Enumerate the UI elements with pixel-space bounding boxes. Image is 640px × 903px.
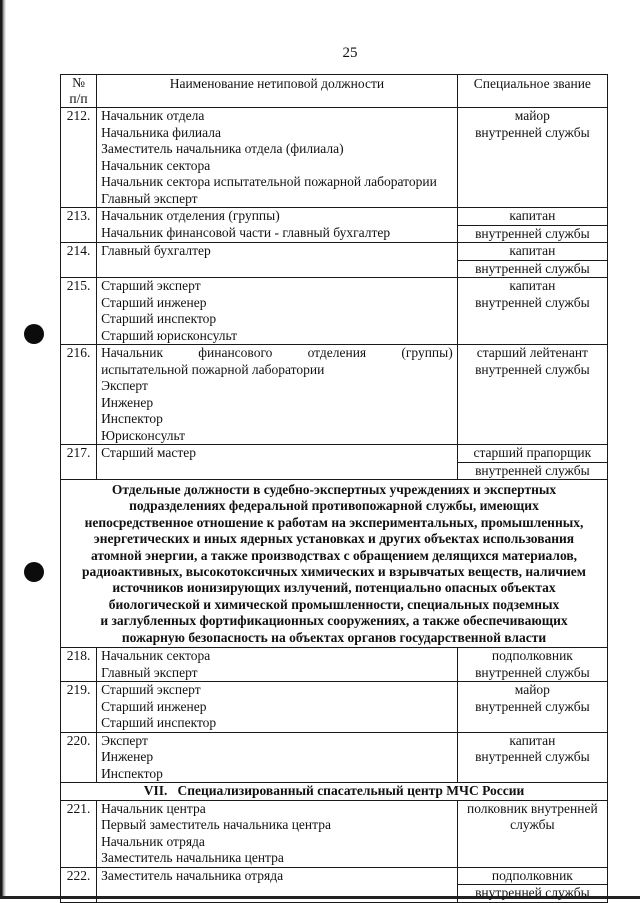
position-name: Старший эксперт <box>101 682 201 698</box>
row-number: 213. <box>61 208 97 243</box>
position-cell <box>97 867 458 902</box>
rank-text: внутренней службы <box>475 225 590 241</box>
positions-table <box>60 74 608 903</box>
position-cell <box>97 445 458 480</box>
rank-text: подполковник <box>491 648 573 664</box>
rank-text: старший прапорщик <box>458 445 607 463</box>
rank-text: майор <box>514 108 550 123</box>
position-name: Главный эксперт <box>101 664 198 680</box>
section-title: VII. Специализированный спасательный центр МЧС России <box>61 783 608 801</box>
rank-text: внутренней службы <box>475 294 590 310</box>
section-heading-line: и заглубленных фортификационных сооружениях, а также обеспечивающих <box>100 613 568 629</box>
position-name: Первый заместитель начальника центра <box>101 817 331 833</box>
position-name: Старший эксперт <box>101 278 201 293</box>
table-body-part-2 <box>61 648 608 783</box>
position-name: Начальник отряда <box>101 833 205 849</box>
table-row <box>61 108 608 208</box>
position-name: Главный бухгалтер <box>101 243 211 258</box>
rank-cell <box>457 732 607 783</box>
position-name: Начальник финансовой части - главный бухгалтер <box>101 224 391 240</box>
position-cell <box>97 648 458 682</box>
rank-text: капитан <box>458 243 607 261</box>
section-heading <box>61 480 608 648</box>
section-heading-line: биологической и химической промышленности, специальных подземных <box>108 596 560 612</box>
position-cell <box>97 208 458 243</box>
table-row <box>61 800 608 867</box>
row-number: 221. <box>61 800 97 867</box>
table-body-part-1 <box>61 108 608 480</box>
row-number: 222. <box>61 867 97 902</box>
rank-cell <box>457 445 607 480</box>
position-cell <box>97 243 458 278</box>
position-name: Старший инспектор <box>101 715 217 731</box>
position-name: Старший инженер <box>101 294 207 310</box>
rank-cell <box>457 345 607 445</box>
position-name: Инженер <box>101 394 154 410</box>
row-number: 217. <box>61 445 97 480</box>
row-number: 219. <box>61 682 97 733</box>
position-name: Инженер <box>101 749 154 765</box>
rank-cell <box>457 278 607 345</box>
rank-text: подполковник <box>458 868 607 886</box>
position-name: Инспектор <box>101 411 163 426</box>
rank-text: внутренней службы <box>475 462 590 478</box>
section-heading-row <box>61 480 608 648</box>
row-number: 218. <box>61 648 97 682</box>
rank-cell <box>457 867 607 902</box>
scan-left-edge <box>0 0 6 899</box>
rank-cell <box>457 208 607 243</box>
position-name: Заместитель начальника отряда <box>101 867 284 883</box>
position-name: Начальник финансового отделения (группы) <box>101 345 453 360</box>
rank-text: полковник внутренней <box>466 800 598 816</box>
rank-text: капитан <box>458 208 607 226</box>
position-name: Начальник сектора испытательной пожарной лаборатории <box>101 174 437 189</box>
section-heading-line: пожарную безопасность на объектах органов государственной власти <box>121 629 547 645</box>
row-number: 215. <box>61 278 97 345</box>
header-number: № п/п <box>61 75 97 108</box>
section-heading-line: Отдельные должности в судебно-экспертных учреждениях и экспертных <box>111 482 557 497</box>
rank-text: майор <box>514 682 550 698</box>
row-number: 212. <box>61 108 97 208</box>
section-heading-line: энергетических и иных ядерных установках и других объектах использования <box>93 531 575 547</box>
rank-text: внутренней службы <box>475 124 590 140</box>
table-row <box>61 243 608 278</box>
position-name: Заместитель начальника центра <box>101 850 284 866</box>
punch-hole-bottom <box>24 562 44 582</box>
table-row <box>61 732 608 783</box>
rank-text: внутренней службы <box>475 698 590 714</box>
position-cell <box>97 278 458 345</box>
header-position: Наименование нетиповой должности <box>97 75 458 108</box>
rank-text: внутренней службы <box>475 664 590 680</box>
position-name: Эксперт <box>101 378 148 393</box>
position-cell <box>97 345 458 445</box>
position-name: Начальника филиала <box>101 124 222 140</box>
section-heading-line: непосредственное отношение к работам на экспериментальных, промышленных, <box>84 514 584 530</box>
position-name: Старший инспектор <box>101 311 217 326</box>
position-name: Старший мастер <box>101 445 196 460</box>
position-name: Начальник центра <box>101 800 206 816</box>
rank-cell <box>457 648 607 682</box>
rank-text: внутренней службы <box>475 885 590 901</box>
position-name: Юрисконсульт <box>101 427 186 443</box>
punch-hole-top <box>24 324 44 344</box>
rank-cell <box>457 682 607 733</box>
rank-cell <box>457 108 607 208</box>
rank-text: капитан <box>509 278 556 293</box>
position-name: Начальник отдела <box>101 108 205 123</box>
rank-text: внутренней службы <box>475 260 590 276</box>
position-name: Начальник сектора <box>101 648 211 664</box>
rank-text: внутренней службы <box>475 749 590 765</box>
position-cell <box>97 108 458 208</box>
position-name: Инспектор <box>101 765 163 781</box>
row-number: 214. <box>61 243 97 278</box>
position-name: испытательной пожарной лаборатории <box>101 361 325 377</box>
rank-cell <box>457 243 607 278</box>
position-name: Заместитель начальника отдела (филиала) <box>101 141 344 156</box>
rank-text: капитан <box>509 732 556 748</box>
position-cell <box>97 732 458 783</box>
table-row <box>61 278 608 345</box>
table-row <box>61 682 608 733</box>
position-cell <box>97 800 458 867</box>
table-header-row <box>61 75 608 108</box>
section-title-row <box>61 783 608 801</box>
table-row <box>61 648 608 682</box>
rank-cell <box>457 800 607 867</box>
position-name: Старший инженер <box>101 698 207 714</box>
section-heading-line: атомной энергии, а также производствах с обращением делящихся материалов, <box>90 547 578 563</box>
rank-text: старший лейтенант <box>476 345 588 360</box>
row-number: 220. <box>61 732 97 783</box>
position-name: Старший юрисконсульт <box>101 327 238 343</box>
position-name: Начальник сектора <box>101 157 211 173</box>
rank-text: внутренней службы <box>475 361 590 377</box>
header-rank: Специальное звание <box>457 75 607 108</box>
position-name: Эксперт <box>101 732 148 748</box>
position-name: Начальник отделения (группы) <box>101 208 280 223</box>
position-name: Главный эксперт <box>101 190 198 206</box>
section-heading-line: радиоактивных, высокотоксичных химических и взрывчатых веществ, наличием <box>82 564 586 580</box>
table-row <box>61 867 608 902</box>
row-number: 216. <box>61 345 97 445</box>
section-heading-line: источников ионизирующих излучений, потенциально опасных объектах <box>112 580 556 596</box>
table-row <box>61 208 608 243</box>
section-heading-line: подразделениях федеральной противопожарной службы, имеющих <box>129 498 539 514</box>
table-row <box>61 345 608 445</box>
page-number: 25 <box>342 45 358 61</box>
table-row <box>61 445 608 480</box>
position-cell <box>97 682 458 733</box>
table-body-part-3 <box>61 800 608 902</box>
rank-text: службы <box>510 817 555 833</box>
